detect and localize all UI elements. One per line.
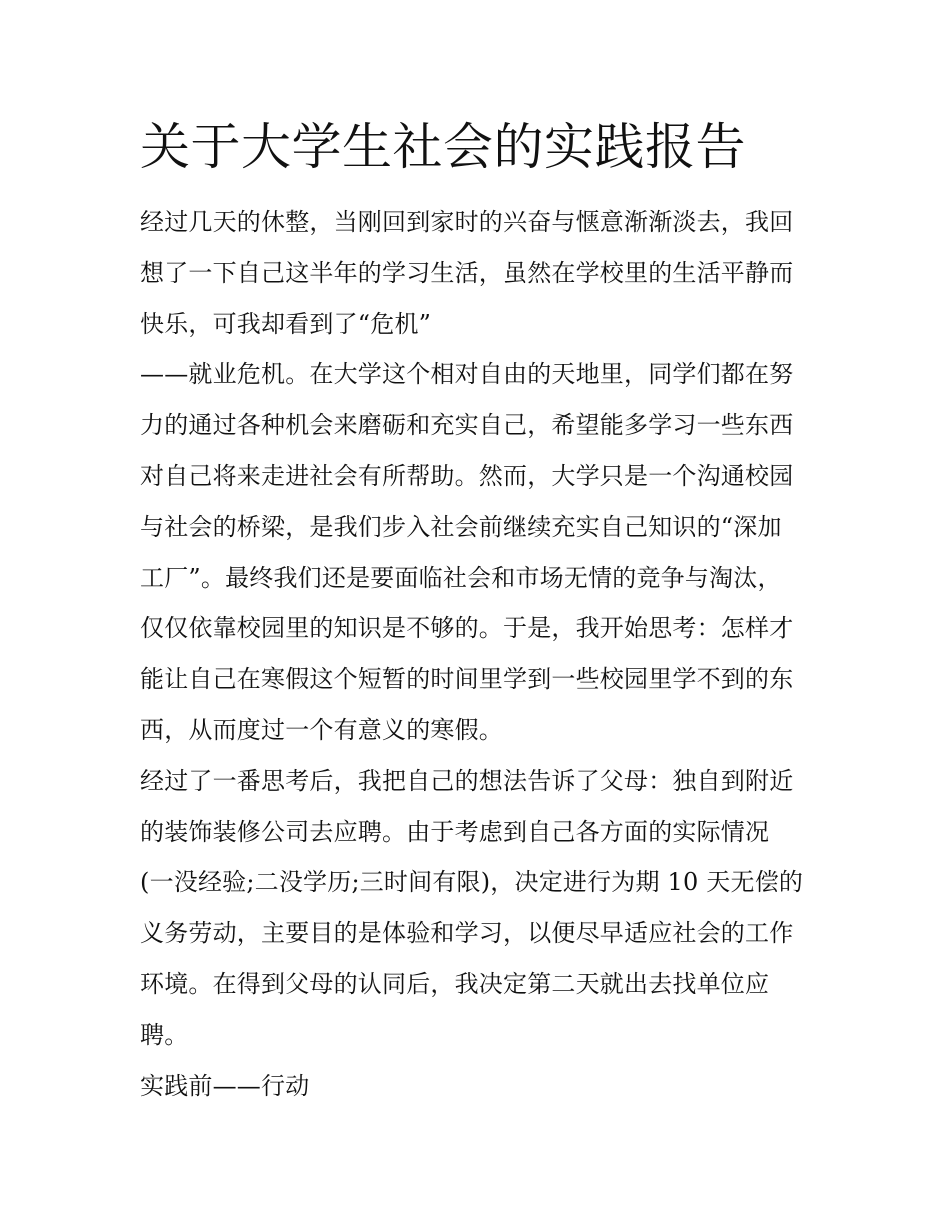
paragraph-intro <box>140 197 812 349</box>
text-line: 快乐，可我却看到了“危机” <box>140 309 432 338</box>
text-line: 实践前——行动 <box>140 1071 310 1100</box>
text-line: 环境。在得到父母的认同后，我决定第二天就出去找单位应 <box>140 969 770 998</box>
paragraph-employment-crisis <box>140 349 812 755</box>
document-title: 关于大学生社会的实践报告 <box>140 118 746 176</box>
text-line: 义务劳动，主要目的是体验和学习，以便尽早适应社会的工作 <box>140 919 794 948</box>
text-line: 力的通过各种机会来磨砺和充实自己，希望能多学习一些东西 <box>140 411 794 440</box>
section-heading-before-practice <box>140 1061 812 1112</box>
text-line: ——就业危机。在大学这个相对自由的天地里，同学们都在努 <box>140 360 794 389</box>
paragraph-plan <box>140 756 812 1061</box>
text-line: (一没经验;二没学历;三时间有限)，决定进行为期 10 天无偿的 <box>140 868 804 897</box>
text-line: 工厂”。最终我们还是要面临社会和市场无情的竞争与淘汰， <box>140 563 782 592</box>
text-line: 的装饰装修公司去应聘。由于考虑到自己各方面的实际情况 <box>140 817 770 846</box>
text-line: 对自己将来走进社会有所帮助。然而，大学只是一个沟通校园 <box>140 461 794 490</box>
text-line: 经过了一番思考后，我把自己的想法告诉了父母：独自到附近 <box>140 766 794 795</box>
document-content <box>140 112 812 1111</box>
text-line: 西，从而度过一个有意义的寒假。 <box>140 715 503 744</box>
text-line: 聘。 <box>140 1020 189 1049</box>
document-body <box>140 197 812 1111</box>
text-line: 经过几天的休整，当刚回到家时的兴奋与惬意渐渐淡去，我回 <box>140 208 794 236</box>
text-line: 想了一下自己这半年的学习生活，虽然在学校里的生活平静而 <box>140 258 794 287</box>
text-line: 能让自己在寒假这个短暂的时间里学到一些校园里学不到的东 <box>140 665 794 694</box>
text-line: 与社会的桥梁，是我们步入社会前继续充实自己知识的“深加 <box>140 512 782 541</box>
text-line: 仅仅依靠校园里的知识是不够的。于是，我开始思考：怎样才 <box>140 614 794 643</box>
